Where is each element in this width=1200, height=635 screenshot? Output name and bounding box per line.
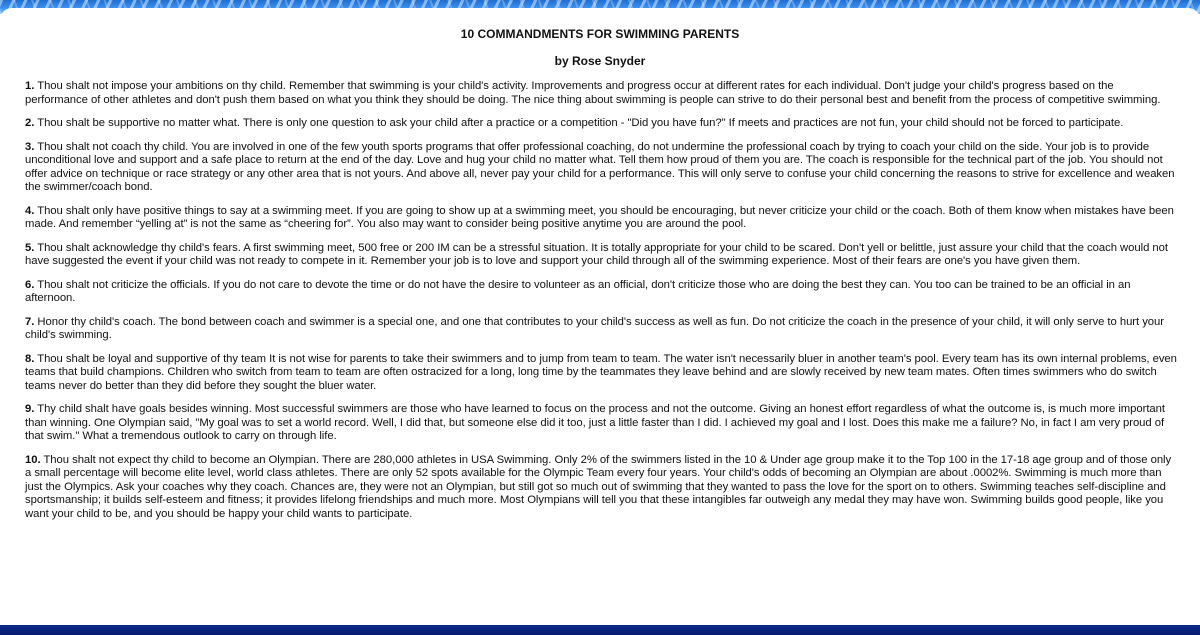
commandment-6 [25, 279, 1177, 306]
commandment-number: 5. [25, 241, 35, 254]
commandment-number: 3. [25, 140, 35, 153]
commandment-text: Thou shalt acknowledge thy child's fears. A first swimming meet, 500 free or 200 IM can be a stressful situation. It is totally appropriate for your child to be scared. Don't yell or belittle, just assure your child that the coach would not have suggested the event if your child was not ready to compete in it. Remember your job is to love and support your child through all of the swimming experience. Most of their fears are one's you have given them. [25, 241, 1168, 267]
commandment-text: Thou shalt not expect thy child to become an Olympian. There are 280,000 athletes in USA Swimming. Only 2% of the swimmers listed in the 10 & Under age group make it to the Top 100 in the 17-18 age group and of those only a small percentage will become elite level, world class athletes. There are only 52 spots available for the Olympic Team every four years. Your child's odds of becoming an Olympian are about .0002%. Swimming is much more than just the Olympics. Ask your coaches why they coach. Chances are, they were not an Olympian, but still got so much out of swimming that they wanted to pass the love for the sport on to others. Swimming teaches self-discipline and sportsmanship; it builds self-esteem and fitness; it provides lifelong friendships and much more. Most Olympians will tell you that these intangibles far outweigh any medal they may have won. Swimming builds good people, like you want your child to be, and you should be happy your child wants to participate. [25, 453, 1172, 520]
commandment-number: 1. [25, 80, 35, 92]
commandment-4 [25, 205, 1177, 232]
author-byline: by Rose Snyder [554, 54, 646, 68]
commandment-text: Thy child shalt have goals besides winning. Most successful swimmers are those who have learned to focus on the process and not the outcome. Giving an honest effort regardless of what the outcome is, is much more important than winning. One Olympian said, "My goal was to set a world record. Well, I did that, but someone else did it too, just a little faster than I did. I achieved my goal and I lost. Does this make me a failure? No, in fact I am very proud of that swim." What a tremendous outlook to carry on through life. [25, 403, 1165, 442]
commandment-number: 9. [25, 403, 35, 415]
commandment-number: 6. [25, 278, 35, 291]
commandment-number: 4. [25, 204, 35, 217]
commandment-text: Thou shalt not coach thy child. You are involved in one of the few youth sports programs that offer professional coaching, do not undermine the professional coach by trying to coach your child on the side. Your job is to provide unconditional love and support and a safe place to return at the end of the day. Love and hug your child no matter what. Tell them how proud of them you are. The coach is responsible for the technical part of the job. You should not offer advice on technique or race strategy or any other area that is not yours. And above all, never pay your child for a performance. This will only serve to confuse your child concerning the reasons to strive for excellence and weaken the swimmer/coach bond. [25, 140, 1175, 193]
commandment-number: 8. [25, 352, 35, 365]
commandment-text: Thou shalt be supportive no matter what. There is only one question to ask your child after a practice or a competition - "Did you have fun?" If meets and practices are not fun, your child should not be forced to participate. [37, 117, 1124, 129]
commandment-text: Thou shalt not impose your ambitions on thy child. Remember that swimming is your child's activity. Improvements and progress occur at different rates for each individual. Don't judge your child's progress based on the performance of other athletes and don't push them based on what you think they should be doing. The nice thing about swimming is people can strive to do their personal best and benefit from the process of competitive swimming. [25, 80, 1161, 106]
commandment-number: 2. [25, 117, 35, 129]
commandment-7 [25, 316, 1177, 343]
footer-band [0, 625, 1200, 635]
page-title: 10 COMMANDMENTS FOR SWIMMING PARENTS [460, 27, 740, 41]
commandment-text: Thou shalt only have positive things to say at a swimming meet. If you are going to show up at a swimming meet, you should be encouraging, but never criticize your child or the coach. Both of them know when mistakes have been made. And remember “yelling at” is not the same as “cheering for”. You also may want to consider being positive anytime you are around the pool. [25, 204, 1174, 230]
commandment-5 [25, 242, 1177, 269]
commandment-text: Thou shalt be loyal and supportive of thy team It is not wise for parents to take their swimmers and to jump from team to team. The water isn't necessarily bluer in another team's pool. Every team has its own internal problems, even teams that build champions. Children who switch from team to team are often ostracized for a long, long time by the teammates they leave behind and are slowly received by new team mates. Often times swimmers who do switch teams never do better than they did before they sought the bluer water. [25, 352, 1177, 392]
commandment-10 [25, 454, 1177, 522]
commandment-2 [25, 117, 1177, 131]
commandment-number: 10. [25, 453, 41, 466]
commandment-8 [25, 353, 1177, 394]
commandment-1 [25, 80, 1177, 107]
commandment-3 [25, 141, 1177, 195]
commandment-text: Honor thy child's coach. The bond between coach and swimmer is a special one, and one that contributes to your child's success as well as fun. Do not criticize the coach in the presence of your child, it will only serve to hurt your child's swimming. [25, 315, 1164, 341]
commandments-list [25, 80, 1177, 531]
commandment-text: Thou shalt not criticize the officials. If you do not care to devote the time or do not have the desire to volunteer as an official, don't criticize those who are doing the best they can. You too can be trained to be an official in an afternoon. [25, 278, 1131, 304]
commandment-9 [25, 403, 1177, 444]
commandment-number: 7. [25, 315, 35, 328]
